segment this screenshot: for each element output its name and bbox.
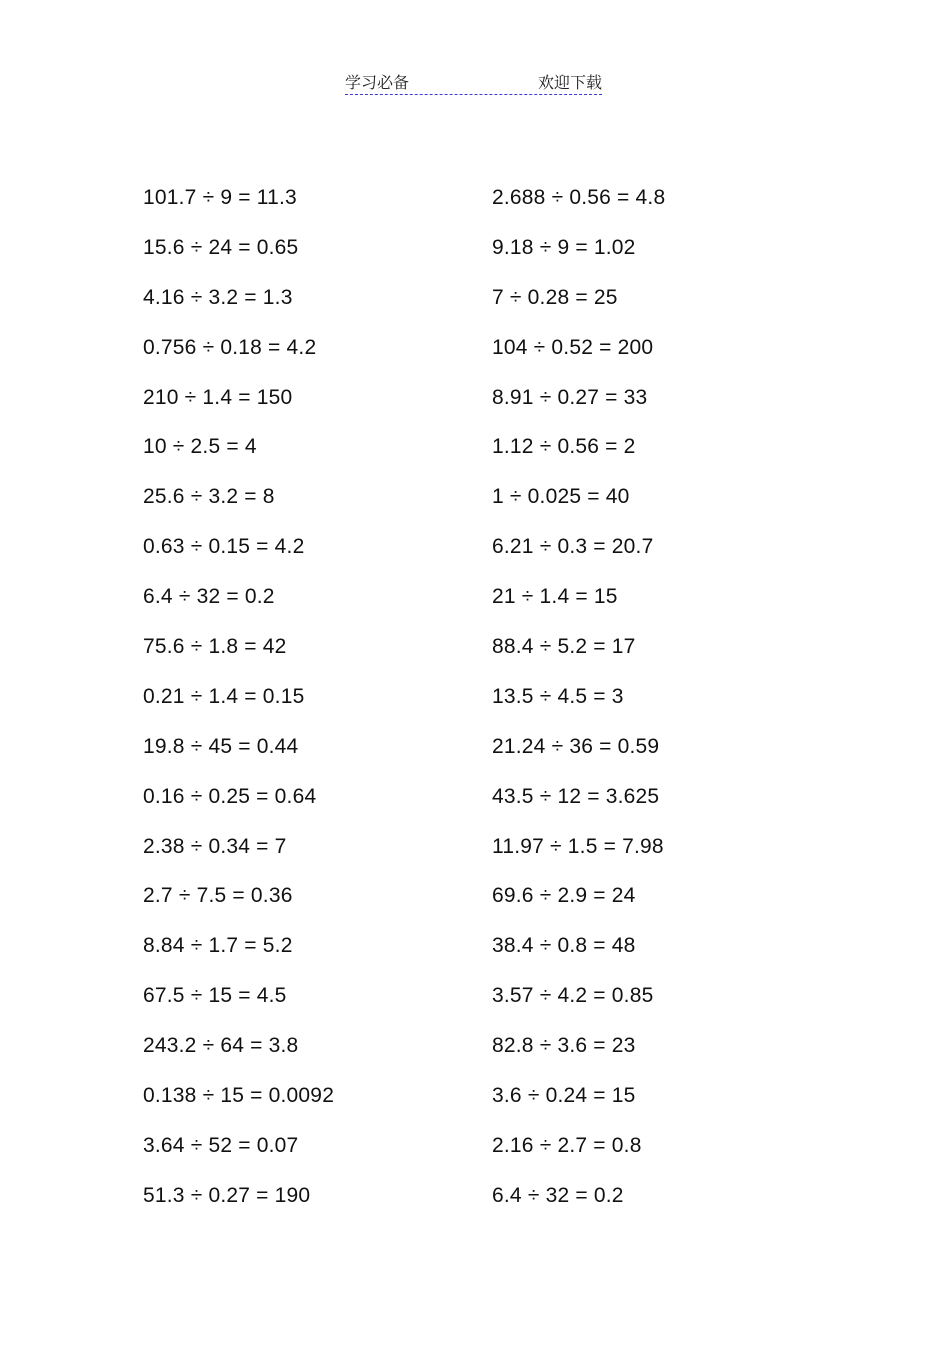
problem-row: 4.16 ÷ 3.2 = 1.3 bbox=[143, 285, 293, 309]
problem-row: 210 ÷ 1.4 = 150 bbox=[143, 385, 293, 409]
problem-row: 69.6 ÷ 2.9 = 24 bbox=[492, 884, 636, 908]
problem-row: 101.7 ÷ 9 = 11.3 bbox=[143, 186, 297, 209]
problem-row: 51.3 ÷ 0.27 = 190 bbox=[143, 1183, 311, 1207]
problem-row: 82.8 ÷ 3.6 = 23 bbox=[492, 1034, 636, 1058]
problem-row: 2.16 ÷ 2.7 = 0.8 bbox=[492, 1133, 642, 1157]
problem-row: 13.5 ÷ 4.5 = 3 bbox=[492, 684, 624, 708]
problem-row: 11.97 ÷ 1.5 = 7.98 bbox=[492, 834, 664, 858]
problem-row: 1 ÷ 0.025 = 40 bbox=[492, 485, 630, 509]
problem-row: 43.5 ÷ 12 = 3.625 bbox=[492, 784, 660, 808]
problem-row: 8.84 ÷ 1.7 = 5.2 bbox=[143, 934, 293, 958]
problem-row: 3.6 ÷ 0.24 = 15 bbox=[492, 1084, 636, 1108]
problem-row: 25.6 ÷ 3.2 = 8 bbox=[143, 485, 275, 509]
header-right-text: 欢迎下载 bbox=[537, 73, 602, 92]
problem-row: 19.8 ÷ 45 = 0.44 bbox=[143, 734, 299, 758]
header-left-text: 学习必备 bbox=[345, 73, 410, 92]
problem-row: 0.63 ÷ 0.15 = 4.2 bbox=[143, 535, 305, 559]
page-header bbox=[345, 70, 602, 95]
problem-column-right bbox=[492, 182, 665, 1230]
problem-row: 3.64 ÷ 52 = 0.07 bbox=[143, 1133, 299, 1157]
problem-row: 0.756 ÷ 0.18 = 4.2 bbox=[143, 335, 317, 359]
problem-row: 75.6 ÷ 1.8 = 42 bbox=[143, 635, 287, 659]
problem-row: 88.4 ÷ 5.2 = 17 bbox=[492, 635, 636, 659]
problem-row: 6.4 ÷ 32 = 0.2 bbox=[143, 585, 275, 609]
problem-row: 10 ÷ 2.5 = 4 bbox=[143, 435, 257, 459]
problem-row: 38.4 ÷ 0.8 = 48 bbox=[492, 934, 636, 958]
problem-row: 67.5 ÷ 15 = 4.5 bbox=[143, 984, 287, 1008]
problem-row: 0.16 ÷ 0.25 = 0.64 bbox=[143, 784, 317, 808]
problem-row: 6.21 ÷ 0.3 = 20.7 bbox=[492, 535, 654, 559]
problem-row: 21 ÷ 1.4 = 15 bbox=[492, 585, 618, 609]
problem-row: 9.18 ÷ 9 = 1.02 bbox=[492, 235, 636, 259]
problem-row: 2.38 ÷ 0.34 = 7 bbox=[143, 834, 287, 858]
problem-row: 243.2 ÷ 64 = 3.8 bbox=[143, 1034, 299, 1058]
problem-row: 15.6 ÷ 24 = 0.65 bbox=[143, 235, 299, 259]
problem-row: 0.138 ÷ 15 = 0.0092 bbox=[143, 1084, 335, 1108]
problem-column-left bbox=[143, 182, 334, 1230]
problem-row: 6.4 ÷ 32 = 0.2 bbox=[492, 1183, 624, 1207]
problem-row: 7 ÷ 0.28 = 25 bbox=[492, 285, 618, 309]
problem-row: 2.7 ÷ 7.5 = 0.36 bbox=[143, 884, 293, 908]
problem-row: 3.57 ÷ 4.2 = 0.85 bbox=[492, 984, 654, 1008]
problem-row: 0.21 ÷ 1.4 = 0.15 bbox=[143, 684, 305, 708]
problem-row: 1.12 ÷ 0.56 = 2 bbox=[492, 435, 636, 459]
problem-row: 8.91 ÷ 0.27 = 33 bbox=[492, 385, 648, 409]
problem-row: 2.688 ÷ 0.56 = 4.8 bbox=[492, 186, 666, 209]
problem-row: 21.24 ÷ 36 = 0.59 bbox=[492, 734, 660, 758]
problem-row: 104 ÷ 0.52 = 200 bbox=[492, 335, 654, 359]
